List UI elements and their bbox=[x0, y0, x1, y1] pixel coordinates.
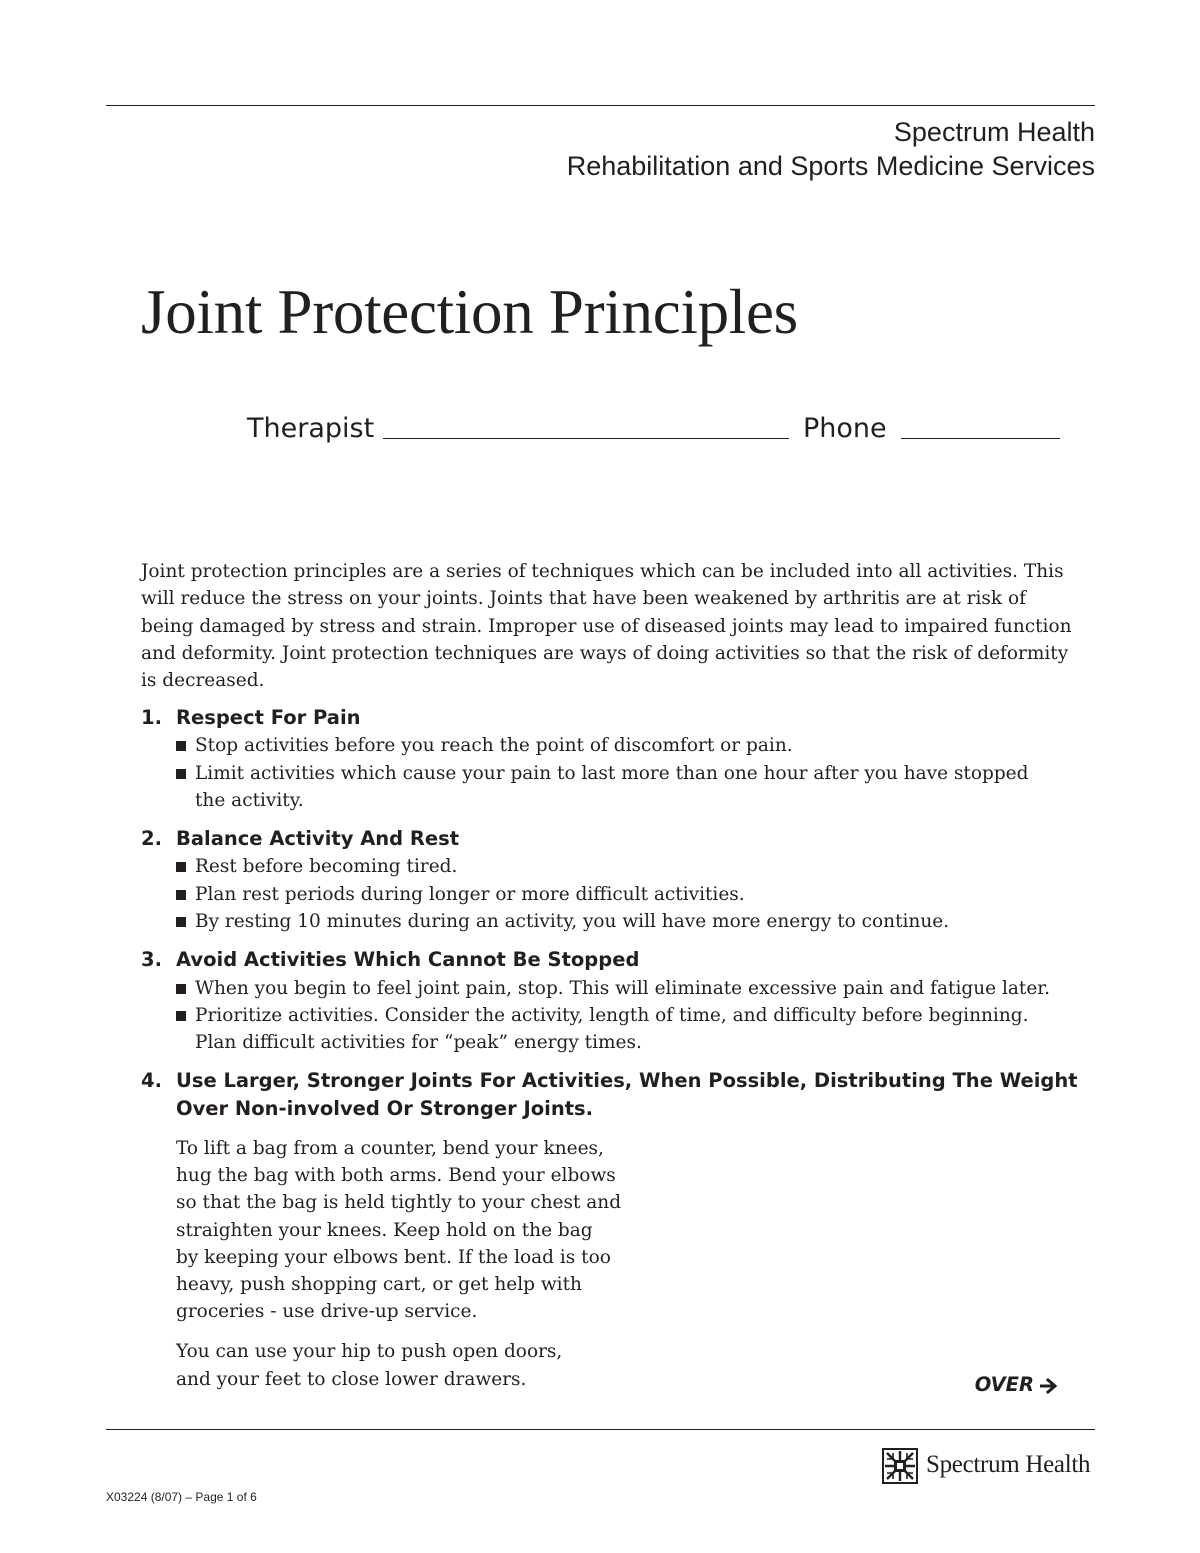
org-name: Spectrum Health bbox=[893, 117, 1095, 147]
section-4-paragraph-line: To lift a bag from a counter, bend your knees, bbox=[176, 1138, 604, 1159]
org-department: Rehabilitation and Sports Medicine Services bbox=[566, 151, 1095, 181]
spectrum-health-logo-icon bbox=[882, 1448, 918, 1484]
section-3-number: 3. bbox=[141, 948, 162, 971]
intro-paragraph: Joint protection principles are a series of techniques which can be included into all activities. This will reduce the stress on your joints. Joints that have been weakened by arthritis are at risk of being damaged by stress and strain. Improper use of diseased joints may lead to impaired function and deformity. Joint protection techniques are ways of doing activities so that the risk of deformity is decreased. bbox=[141, 561, 1072, 692]
bullet-text: Rest before becoming tired. bbox=[195, 856, 458, 877]
bullet-text: By resting 10 minutes during an activity, you will have more energy to continue. bbox=[195, 911, 950, 932]
section-4-paragraph-line: by keeping your elbows bent. If the load is too bbox=[176, 1247, 611, 1268]
phone-field[interactable] bbox=[901, 438, 1060, 439]
page-title: Joint Protection Principles bbox=[141, 277, 798, 347]
square-bullet-icon bbox=[176, 984, 186, 994]
square-bullet-icon bbox=[176, 1011, 186, 1021]
section-4-paragraph-line: groceries - use drive-up service. bbox=[176, 1301, 478, 1322]
phone-label: Phone bbox=[803, 413, 887, 444]
section-4-number: 4. bbox=[141, 1069, 162, 1092]
bullet-text: When you begin to feel joint pain, stop. This will eliminate excessive pain and fatigue later. bbox=[195, 978, 1050, 999]
square-bullet-icon bbox=[176, 890, 186, 900]
bullet-text-continued: the activity. bbox=[195, 790, 304, 811]
section-2-heading: Balance Activity And Rest bbox=[176, 827, 460, 850]
bullet-text: Stop activities before you reach the point of discomfort or pain. bbox=[195, 735, 793, 756]
section-4-heading: Use Larger, Stronger Joints For Activities, When Possible, Distributing The Weight bbox=[176, 1069, 1078, 1092]
bullet-text: Limit activities which cause your pain to last more than one hour after you have stopped bbox=[195, 763, 1029, 784]
section-4-paragraph2-line: You can use your hip to push open doors, bbox=[176, 1341, 563, 1362]
logo-text: Spectrum Health bbox=[926, 1451, 1091, 1478]
square-bullet-icon bbox=[176, 741, 186, 751]
square-bullet-icon bbox=[176, 769, 186, 779]
bullet-text: Plan rest periods during longer or more difficult activities. bbox=[195, 884, 745, 905]
section-4-paragraph2-line: and your feet to close lower drawers. bbox=[176, 1369, 527, 1390]
section-4-paragraph-line: hug the bag with both arms. Bend your elbows bbox=[176, 1165, 616, 1186]
square-bullet-icon bbox=[176, 917, 186, 927]
section-1-number: 1. bbox=[141, 706, 162, 729]
section-3-heading: Avoid Activities Which Cannot Be Stopped bbox=[176, 948, 640, 971]
bullet-text: Prioritize activities. Consider the activity, length of time, and difficulty before beginning. bbox=[195, 1005, 1029, 1026]
therapist-field[interactable] bbox=[383, 438, 789, 439]
therapist-label: Therapist bbox=[247, 413, 375, 444]
footer-rule bbox=[106, 1429, 1095, 1430]
spectrum-health-logo bbox=[882, 1446, 1094, 1486]
section-4-heading-continued: Over Non-involved Or Stronger Joints. bbox=[176, 1097, 594, 1120]
section-4-paragraph-line: straighten your knees. Keep hold on the bag bbox=[176, 1220, 593, 1241]
arrow-right-icon bbox=[1040, 1378, 1058, 1394]
square-bullet-icon bbox=[176, 862, 186, 872]
section-2-number: 2. bbox=[141, 827, 162, 850]
bullet-text-continued: Plan difficult activities for “peak” energy times. bbox=[195, 1032, 642, 1053]
document-code: X03224 (8/07) – Page 1 of 6 bbox=[106, 1490, 257, 1504]
section-4-paragraph-line: heavy, push shopping cart, or get help with bbox=[176, 1274, 582, 1295]
header-rule bbox=[106, 105, 1095, 106]
section-1-heading: Respect For Pain bbox=[176, 706, 361, 729]
over-label: OVER bbox=[974, 1373, 1034, 1396]
over-indicator bbox=[975, 1371, 1058, 1399]
section-4-paragraph-line: so that the bag is held tightly to your chest and bbox=[176, 1192, 622, 1213]
